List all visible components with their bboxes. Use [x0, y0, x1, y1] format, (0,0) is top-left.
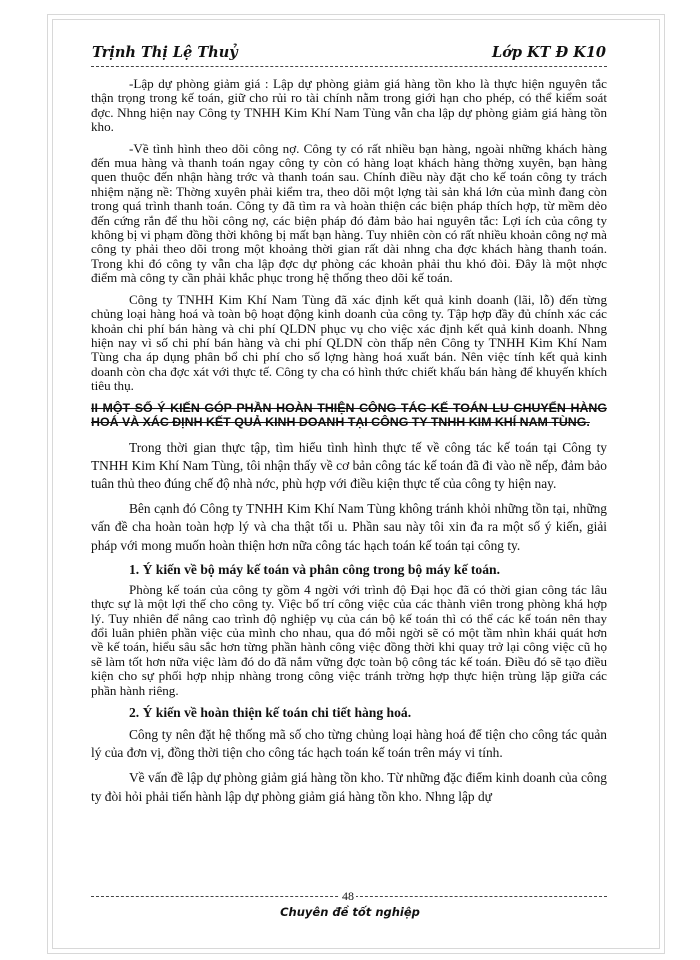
- paragraph-product-codes: Công ty nên đặt hệ thống mã số cho từng chủng loại hàng hoá để tiện cho công tác quản lý của đơn vị, đồng thời tiện cho công tác hạch toán kế toán trên máy vi tính.: [91, 727, 607, 761]
- subheading-accounting-apparatus: 1. Ý kiến về bộ máy kế toán và phân công trong bộ máy kế toán.: [129, 561, 500, 577]
- header-rule: [91, 66, 607, 67]
- header-class: Lớp KT Đ K10: [492, 44, 606, 61]
- paragraph-inventory-provision: -Lập dự phòng giảm giá : Lập dự phòng giảm giá hàng tồn kho là thực hiện nguyên tắc thận trọng trong kế toán, giữ cho rủi ro tài chính nằm trong giới hạn cho phép, có thể kiểm soát đợc. Nhng hiện nay Công ty TNHH Kim Khí Nam Tùng vẫn cha lập dự phòng giảm giá hàng tồn kho.: [91, 76, 607, 135]
- paragraph-internship-observation: Trong thời gian thực tập, tìm hiểu tình hình thực tế về công tác kế toán tại Công ty TNHH Kim Khí Nam Tùng, tôi nhận thấy về cơ bản công tác kế toán đã đi vào nề nếp, đảm bảo tuân thủ theo đúng chế độ nhà nớc, phù hợp với điều kiện thực tế của công ty hiện nay.: [91, 439, 607, 491]
- paragraph-receivables: -Về tình hình theo dõi công nợ. Công ty có rất nhiều bạn hàng, ngoài những khách hàng đến mua hàng và thanh toán ngay công ty còn có hàng loạt khách hàng thờng xuyên, bạn hàng quen thuộc đến nhận hàng trớc và thanh toán sau. Chính điều này đặt cho kế toán công ty trách nhiệm nặng nề: Thờng xuyên phải kiểm tra, theo dõi một lợng tài sản khá lớn của mình đang còn trong quá trình thanh toán. Công ty đã tìm ra và hoàn thiện các biện pháp thích hợp, từ mềm dẻo đến cứng rắn để thu hồi công nợ, các biện pháp đó đảm bảo hai nguyên tắc: Lợi ích của công ty không bị vi phạm đồng thời không bị mất bạn hàng. Tuy nhiên còn có rất nhiều khoản công nợ mà công ty phải theo dõi trong một khoảng thời gian rất dài nhng cha đợc khách hàng thanh toán. Trong khi đó công ty vẫn cha lập đợc dự phòng các khoản phải thu khó đòi. Đây là một nhợc điểm mà công ty cần phải khắc phục trong hệ thống theo dõi kế toán.: [91, 140, 607, 286]
- paragraph-shortcomings: Bên cạnh đó Công ty TNHH Kim Khí Nam Tùng không tránh khỏi những tồn tại, những vấn đề cha hoàn toàn hợp lý và cha thật tối u. Phần sau này tôi xin đa ra một số ý kiến, giải pháp với mong muốn hoàn thiện hơn nữa công tác hạch toán kế toán tại công ty.: [91, 501, 607, 553]
- subheading-detail-accounting: 2. Ý kiến về hoàn thiện kế toán chi tiết hàng hoá.: [129, 705, 412, 720]
- section-heading: II MỘT SỐ Ý KIẾN GÓP PHẦN HOÀN THIỆN CÔNG TÁC KẾ TOÁN LU CHUYỂN HÀNG HOÁ VÀ XÁC ĐỊNH KẾT QUẢ KINH DOANH TẠI CÔNG TY TNHH KIM KHÍ NAM TÙNG.: [91, 400, 607, 429]
- footer-title: Chuyên đề tốt nghiệp: [280, 905, 420, 919]
- page-header: [92, 44, 606, 66]
- paragraph-business-results: Công ty TNHH Kim Khí Nam Tùng đã xác định kết quả kinh doanh (lãi, lỗ) đến từng chủng loại hàng hoá và toàn bộ hoạt động kinh doanh của công ty. Tập hợp đầy đủ chính xác các khoản chi phí bán hàng và chi phí QLDN phục vụ cho việc xác định kết quả kinh doanh. Nhng hiện nay vì số chi phí bán hàng và chi phí QLDN còn thấp nên Công ty TNHH Kim Khí Nam Tùng cha áp dụng phân bổ chi phí cho số lợng hàng hoá xuất bán. Nên việc tính kết quả kinh doanh còn cha đợc xát với thực tế. Công ty cha có hình thức chiết khấu bán hàng để khuyến khích tiêu thụ.: [91, 291, 607, 394]
- paragraph-provision-issue: Về vấn đề lập dự phòng giảm giá hàng tồn kho. Từ những đặc điểm kinh doanh của công ty đòi hỏi phải tiến hành lập dự phòng giảm giá hàng tồn kho. Nhng lập dự: [91, 770, 607, 804]
- paragraph-accounting-department: Phòng kế toán của công ty gồm 4 ngời với trình độ Đại học đã có thời gian công tác lâu thực sự là một lợi thế cho công ty. Việc bố trí công việc của các thành viên trong phòng khá hợp lý. Tuy nhiên để nâng cao trình độ nghiệp vụ của cán bộ kế toán thì có thể các kế toán nên thay đổi luân phiên phần việc của mình cho nhau, qua đó mỗi ngời sẽ có một tầm nhìn khái quát hơn về kế toán, hiểu sâu sắc hơn từng phần hành công việc đồng thời khi quay trở lại công việc cũ họ sẽ làm tốt hơn nữa việc làm đó do đã nắm vững đợc toàn bộ công tác kế toán. Điều đó sẽ tạo điều kiện cho sự phối hợp nhịp nhàng trong công việc tránh trờng hợp thực hiện trùng lặp giữa các phần hành riêng.: [91, 581, 607, 698]
- document-body: [91, 77, 607, 813]
- page-number: 48: [342, 889, 354, 903]
- header-author: Trịnh Thị Lệ Thuỷ: [92, 44, 238, 61]
